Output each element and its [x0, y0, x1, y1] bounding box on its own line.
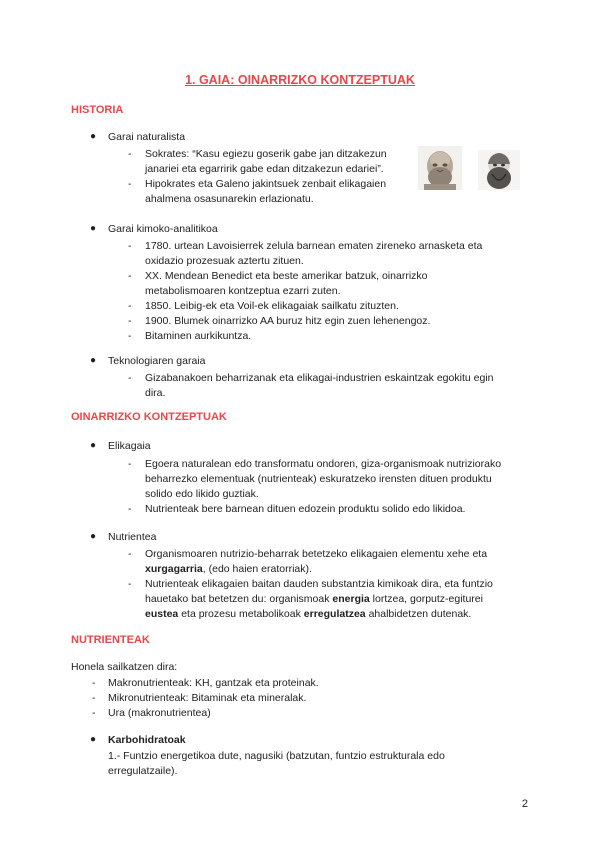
bold-term: energia	[332, 593, 370, 605]
list-item: Elikagaia	[108, 440, 151, 452]
list-item-text: Egoera naturalean edo transformatu ondoren, giza-organismoak nutriziorako	[145, 458, 502, 470]
dash-icon: -	[128, 330, 132, 342]
dash-icon: -	[92, 707, 96, 719]
bullet-icon: ●	[90, 531, 97, 542]
dash-icon: -	[128, 458, 132, 470]
section-heading-historia: HISTORIA	[71, 104, 124, 116]
list-item-text	[145, 592, 483, 607]
text-span: hauetako bat betetzen du: organismoak	[145, 593, 333, 605]
dash-icon: -	[128, 315, 132, 327]
paragraph-text: Honela sailkatzen dira:	[71, 661, 178, 673]
list-item-text: 1900. Blumek oinarrizko AA buruz hitz egin zuen lehenengoz.	[145, 315, 431, 327]
dash-icon: -	[128, 503, 132, 515]
dash-icon: -	[128, 178, 132, 190]
list-item-text: ahalmena osasunarekin erlazionatu.	[145, 193, 314, 205]
text-span: lortzea, gorputz-egiturei	[369, 593, 483, 605]
list-item-text: Nutrienteak bere barnean dituen edozein produktu solido edo likidoa.	[145, 503, 466, 515]
paragraph-text: 1.- Funtzio energetikoa dute, nagusiki (batzutan, funtzio estrukturala edo	[108, 750, 445, 762]
paragraph-text: erregulatzaile).	[108, 765, 178, 777]
list-item-text: oxidazio prozesuak aztertu zituen.	[145, 255, 304, 267]
list-item-text: Nutrienteak elikagaien baitan dauden substantzia kimikoak dira, eta funtzio	[145, 578, 493, 590]
section-heading-nutrienteak: NUTRIENTEAK	[71, 634, 150, 646]
dash-icon: -	[92, 677, 96, 689]
page-number: 2	[521, 798, 528, 810]
list-item-text: janariei eta egarririk gabe edan ditzakezun edariei”.	[145, 163, 384, 175]
text-span: eta prozesu metabolikoak	[178, 608, 304, 620]
bold-term: xurgagarria	[145, 563, 203, 575]
list-item-text: Ura (makronutrientea)	[108, 707, 211, 719]
socrates-portrait-image	[418, 146, 462, 190]
dash-icon: -	[92, 692, 96, 704]
bullet-icon: ●	[90, 440, 97, 451]
list-item-text	[145, 607, 471, 622]
bullet-icon: ●	[90, 734, 97, 745]
text-span: , (edo haien eratorriak).	[202, 563, 312, 575]
hippocrates-portrait-image	[478, 150, 520, 190]
bullet-icon: ●	[90, 355, 97, 366]
bullet-icon: ●	[90, 131, 97, 142]
list-item: Garai naturalista	[108, 131, 186, 143]
list-item-text: 1780. urtean Lavoisierrek zelula barnean ematen zireneko arnasketa eta	[145, 240, 483, 252]
list-item-text: Mikronutrienteak: Bitaminak eta mineralak.	[108, 692, 307, 704]
dash-icon: -	[128, 548, 132, 560]
dash-icon: -	[128, 372, 132, 384]
list-item-text: solido edo likido guztiak.	[145, 488, 259, 500]
page-title: 1. GAIA: OINARRIZKO KONTZEPTUAK	[185, 73, 415, 87]
list-item-text: 1850. Leibig-ek eta Voil-ek elikagaiak sailkatu zituzten.	[145, 300, 399, 312]
subheading-karbohidratoak: Karbohidratoak	[108, 734, 186, 746]
list-item: Nutrientea	[108, 531, 157, 543]
list-item-text: Gizabanakoen beharrizanak eta elikagai-industrien eskaintzak egokitu egin	[145, 372, 494, 384]
list-item-text: Bitaminen aurkikuntza.	[145, 330, 252, 342]
bold-term: erregulatzea	[303, 608, 366, 620]
bullet-icon: ●	[90, 223, 97, 234]
list-item-text: Organismoaren nutrizio-beharrak betetzeko elikagaien elementu xehe eta	[145, 548, 488, 560]
dash-icon: -	[128, 578, 132, 590]
list-item-text	[145, 562, 312, 577]
list-item-text: metabolismoaren kontzeptua ezarri zuten.	[145, 285, 341, 297]
list-item: Teknologiaren garaia	[108, 355, 206, 367]
dash-icon: -	[128, 270, 132, 282]
dash-icon: -	[128, 148, 132, 160]
text-span: ahalbidetzen dutenak.	[365, 608, 472, 620]
list-item-text: Makronutrienteak: KH, gantzak eta proteinak.	[108, 677, 319, 689]
list-item-text: XX. Mendean Benedict eta beste amerikar batzuk, oinarrizko	[145, 270, 428, 282]
dash-icon: -	[128, 240, 132, 252]
list-item-text: beharrezko elementuak (nutrienteak) eskuratzeko irensten dituen produktu	[145, 473, 492, 485]
list-item-text: Hipokrates eta Galeno jakintsuek zenbait elikagaien	[145, 178, 387, 190]
section-heading-oinarrizko: OINARRIZKO KONTZEPTUAK	[71, 411, 227, 423]
list-item: Garai kimoko-analitikoa	[108, 223, 218, 235]
list-item-text: dira.	[145, 387, 166, 399]
bold-term: eustea	[145, 608, 179, 620]
dash-icon: -	[128, 300, 132, 312]
list-item-text: Sokrates: “Kasu egiezu goserik gabe jan ditzakezun	[145, 148, 387, 160]
